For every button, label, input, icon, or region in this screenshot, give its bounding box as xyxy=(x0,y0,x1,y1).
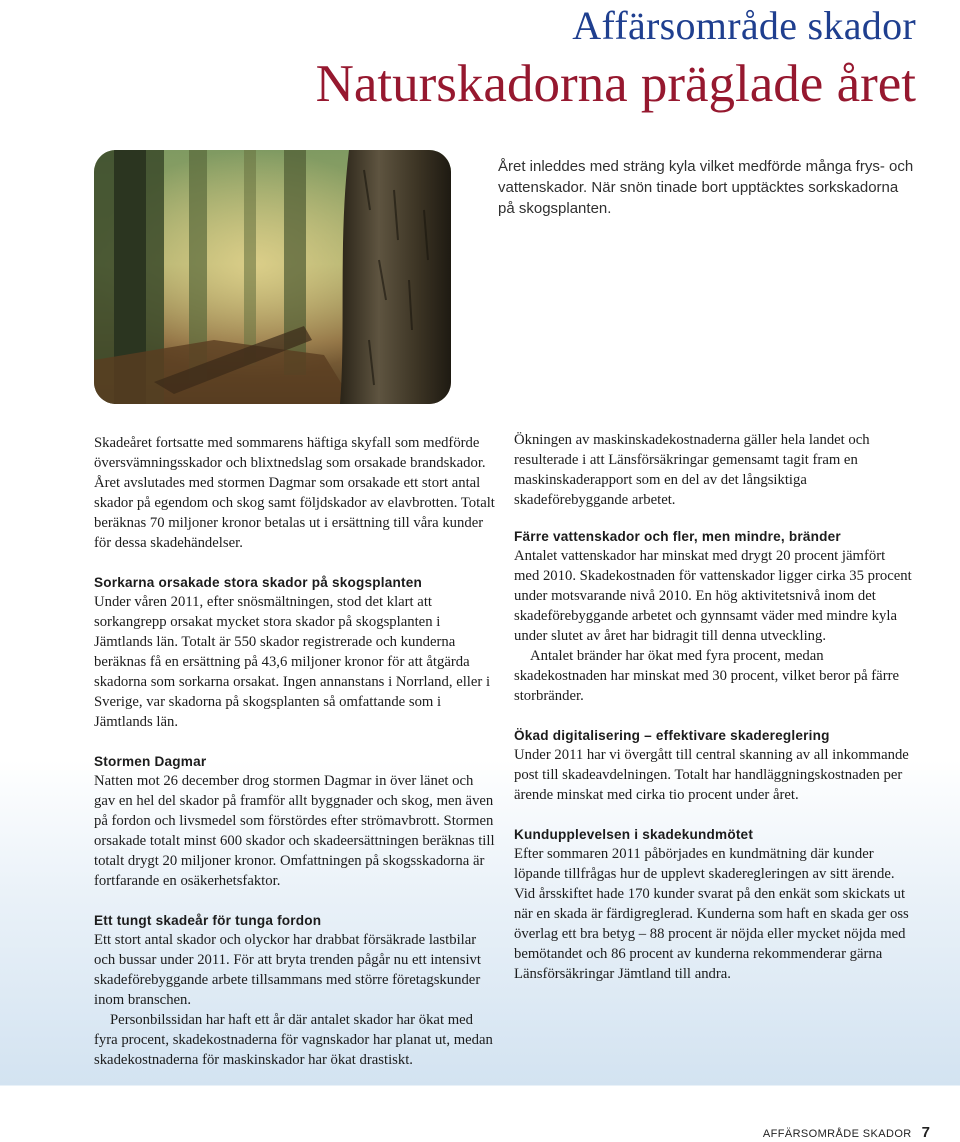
page-title: Naturskadorna präglade året xyxy=(315,55,916,113)
paragraph: Under 2011 har vi övergått till central skanning av all inkommande post till skadeavdelningen. Totalt har handläggningskostnaden per ärende minskat med cirka tio procent under året. xyxy=(514,747,909,803)
page-footer xyxy=(763,1124,930,1141)
forest-photo xyxy=(94,150,451,404)
heading-sorkarna: Sorkarna orsakade stora skador på skogsplanten xyxy=(94,575,423,590)
heading-vatten: Färre vattenskador och fler, men mindre, bränder xyxy=(514,529,841,544)
paragraph: Skadeåret fortsatte med sommarens häftiga skyfall som medförde översvämningsskador och blixtnedslag som orsakade brandskador. Året avslutades med stormen Dagmar som orsakade ett stort antal skador på egendom och skog samt följdskador av elavbrotten. Totalt beräknas 70 miljoner kronor betalas ut i ersättning till våra kunder för dessa skadehändelser. xyxy=(94,435,495,551)
paragraph: Personbilssidan har haft ett år där antalet skador har ökat med fyra procent, skadekostnaderna för vagnskador har planat ut, medan skadekostnaderna för maskinskador har ökat drastiskt. xyxy=(94,1012,493,1068)
footer-section-label: AFFÄRSOMRÅDE SKADOR xyxy=(762,1128,912,1140)
heading-kund: Kundupplevelsen i skadekundmötet xyxy=(514,827,754,842)
intro-text: Året inleddes med sträng kyla vilket medförde många frys- och vattenskador. När snön tinade bort upptäcktes sorkskadorna på skogsplanten. xyxy=(498,158,914,217)
page-number: 7 xyxy=(921,1124,930,1141)
paragraph: Under våren 2011, efter snösmältningen, stod det klart att sorkangrepp orsakat mycket stora skador på skogsplanten i Jämtlands län. Totalt är 550 skador registrerade och kunderna beräknas få en ersättning på 43,6 miljoner kronor för att åtgärda skadorna som sorkarna orsakat. Ingen annanstans i Norrland, eller i Sverige, var skadorna på skogsplanten så omfattande som i Jämtlands län. xyxy=(94,594,491,730)
section-title: Affärsområde skador xyxy=(572,3,916,48)
heading-fordon: Ett tungt skadeår för tunga fordon xyxy=(94,913,322,928)
right-column xyxy=(514,430,914,984)
heading-dagmar: Stormen Dagmar xyxy=(94,754,207,769)
heading-digital: Ökad digitalisering – effektivare skadereglering xyxy=(514,728,830,743)
paragraph: Efter sommaren 2011 påbörjades en kundmätning där kunder löpande tillfrågas hur de upplevt skaderegleringen av sitt ärende. Vid årsskiftet hade 170 kunder svarat på den enkät som skickats ut när en skada är färdigreglerad. Kunderna som haft en skada ger oss överlag ett bra betyg – 88 procent är nöjda eller mycket nöjda med bemötandet och 86 procent av kunderna rekommenderar gärna Länsförsäkringar Jämtland till andra. xyxy=(514,846,909,982)
paragraph: Natten mot 26 december drog stormen Dagmar in över länet och gav en hel del skador på framför allt byggnader och skog, men även på fordon och livsmedel som förstördes efter strömavbrott. Stormen orsakade totalt minst 600 skador och skadeersättningen beräknas till totalt drygt 20 miljoner kronor. Omfattningen på skogsskadorna är fortfarande en osäkerhetsfaktor. xyxy=(94,773,495,889)
paragraph: Ökningen av maskinskadekostnaderna gäller hela landet och resulterade i att Länsförsäkringar gemensamt tagit fram en maskinskaderapport som en del av det långsiktiga skadeförebyggande arbetet. xyxy=(514,432,870,508)
paragraph: Antalet bränder har ökat med fyra procent, medan skadekostnaden har minskat med 30 procent, vilket beror på färre storbränder. xyxy=(514,648,900,704)
paragraph: Ett stort antal skador och olyckor har drabbat försäkrade lastbilar och bussar under 2011. För att bryta trenden pågår nu ett intensivt skadeförebyggande arbete tillsammans med större företagskunder inom branschen. xyxy=(94,932,481,1008)
left-column xyxy=(94,433,498,1070)
paragraph: Antalet vattenskador har minskat med drygt 20 procent jämfört med 2010. Skadekostnaden för vattenskador ligger cirka 35 procent under motsvarande nivå 2010. En hög aktivitetsnivå inom det skadeförebyggande arbetet och gynnsamt väder med mindre kyla under slutet av året har bidragit till denna utveckling. xyxy=(514,548,912,644)
